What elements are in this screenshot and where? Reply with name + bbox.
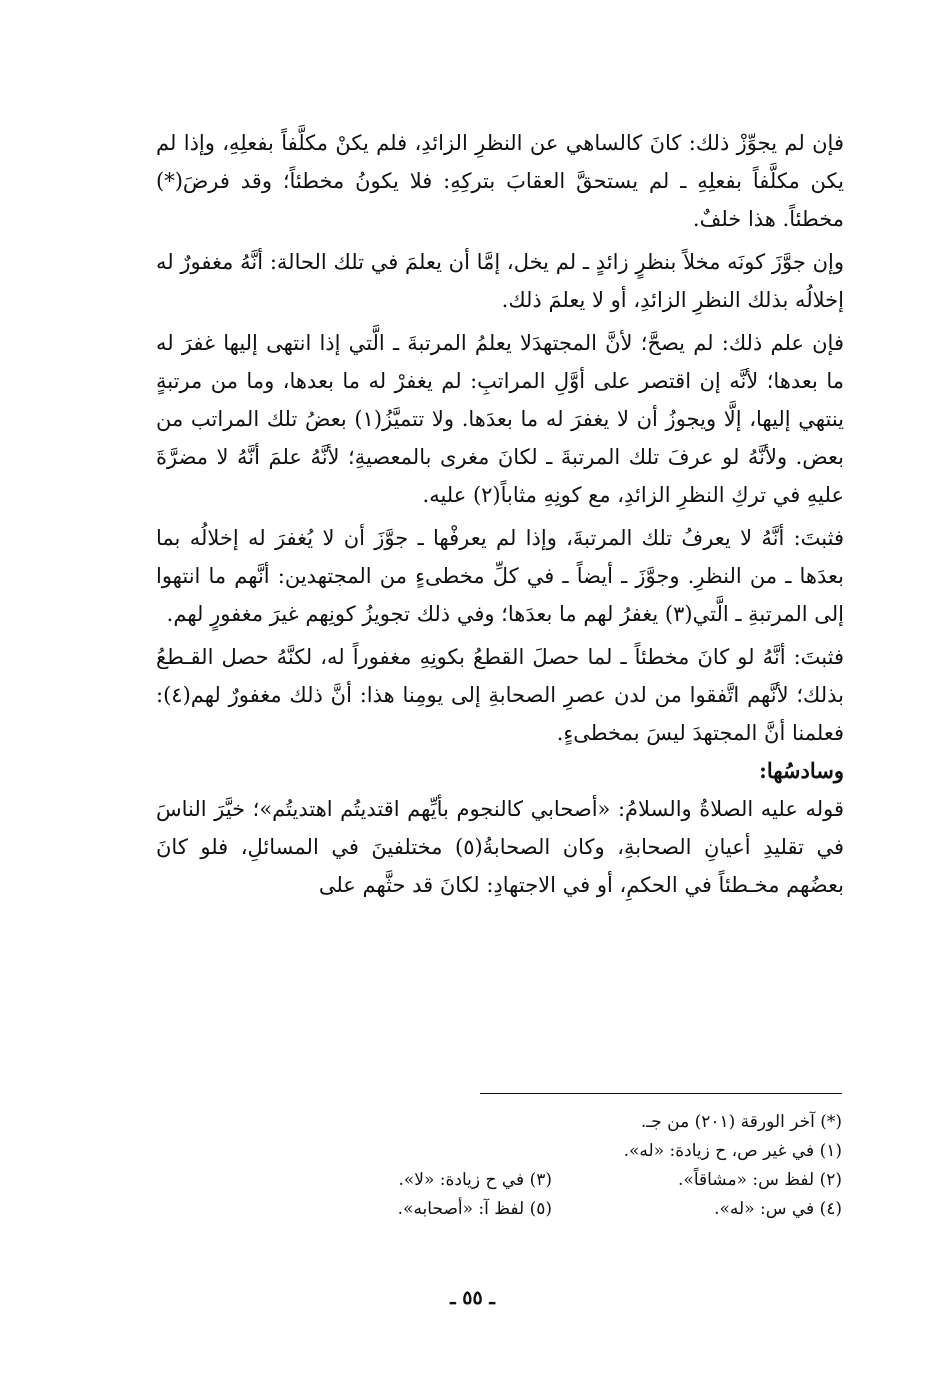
- footnote-star: (*) آخر الورقة (٢٠١) من جـ.: [640, 1112, 842, 1132]
- paragraph-2: وإن جوَّزَ كونَه مخلاً بنظرٍ زائدٍ ـ لم يخل، إمَّا أن يعلمَ في تلك الحالة: أنَّهُ مغفورٌ له إخلالُه بذلك النظرِ الزائدِ، أو لا يعلمَ ذلك.: [156, 250, 845, 312]
- footnote-2: (٢) لفظ س: «مشاقاً».: [678, 1170, 842, 1190]
- footnote-4: (٤) في س: «له».: [714, 1199, 842, 1219]
- paragraph-4: فثبتَ: أنَّهُ لا يعرفُ تلك المرتبةَ، وإذا لم يعرفْها ـ جوَّزَ أن لا يُغفرَ له إخلالُه بما بعدَها ـ من النظرِ. وجوَّزَ ـ أيضاً ـ في كلِّ مخطىءٍ من المجتهدين: أنَّهم ما انتهوا إلى المرتبةِ ـ الَّتي(٣) يغفرُ لهم ما بعدَها؛ وفي ذلك تجويزُ كونِهم غيرَ مغفورٍ لهم.: [156, 526, 844, 626]
- footnotes: [156, 1108, 842, 1224]
- page-number: ـ ٥٥ ـ: [450, 1287, 495, 1309]
- footnote-row-2-3: [156, 1166, 842, 1195]
- paragraph-1: فإن لم يجوِّزْ ذلك: كانَ كالساهي عن النظرِ الزائدِ، فلم يكنْ مكلَّفاً بفعلِهِ، وإذا لم يكن مكلَّفاً بفعلِهِ ـ لم يستحقَّ العقابَ بتركِهِ: فلا يكونُ مخطئاً؛ وقد فرضَ(*) مخطئاً. هذا خلفٌ.: [156, 131, 844, 231]
- paragraph-6: قوله عليه الصلاةُ والسلامُ: «أصحابي كالنجوم بأيِّهم اقتديتُم اهتديتُم»؛ خيَّرَ الناسَ في تقليدِ أعيانِ الصحابةِ، وكان الصحابةُ(٥) مختلفينَ في المسائلِ، فلو كانَ بعضُهم مخـطئاً في الحكمِ، أو في الاجتهادِ: لكانَ قد حثَّهم على: [156, 797, 844, 897]
- footnote-3: (٣) في ح زيادة: «لا».: [398, 1170, 552, 1190]
- section-heading: وسادسُها:: [759, 758, 844, 783]
- footnote-row-4-5: [156, 1195, 842, 1224]
- footnote-1: (١) في غير ص، ح زيادة: «له».: [623, 1141, 842, 1161]
- paragraph-3: فإن علم ذلك: لم يصحَّ؛ لأنَّ المجتهدَلا يعلمُ المرتبةَ ـ الَّتي إذا انتهى إليها غفرَ له ما بعدها؛ لأنَّه إن اقتصر على أوَّلِ المراتبِ: لم يغفرْ له ما بعدها، وما من مرتبةٍ ينتهي إليها، إلَّا ويجوزُ أن لا يغفرَ له ما بعدَها. ولا تتميَّزُ(١) بعضُ تلك المراتب من بعض. ولأنَّهُ لو عرفَ تلك المرتبةَ ـ لكانَ مغرى بالمعصيةِ؛ لأنَّهُ علمَ أنَّهُ لا مضرَّةَ عليهِ في تركِ النظرِ الزائدِ، مع كونِهِ مثاباً(٢) عليه.: [156, 331, 845, 507]
- footnote-divider: [480, 1093, 842, 1094]
- paragraph-5: فثبتَ: أنَّهُ لو كانَ مخطئاً ـ لما حصلَ القطعُ بكونِهِ مغفوراً له، لكنَّهُ حصل القـطعُ بذلك؛ لأنَّهم اتَّفقوا من لدن عصرِ الصحابةِ إلى يومِنا هذا: أنَّ ذلك مغفورٌ لهم(٤): فعلمنا أنَّ المجتهدَ ليسَ بمخطىءٍ.: [156, 645, 844, 745]
- main-text: [156, 124, 844, 904]
- footnote-5: (٥) لفظ آ: «أصحابه».: [397, 1199, 552, 1219]
